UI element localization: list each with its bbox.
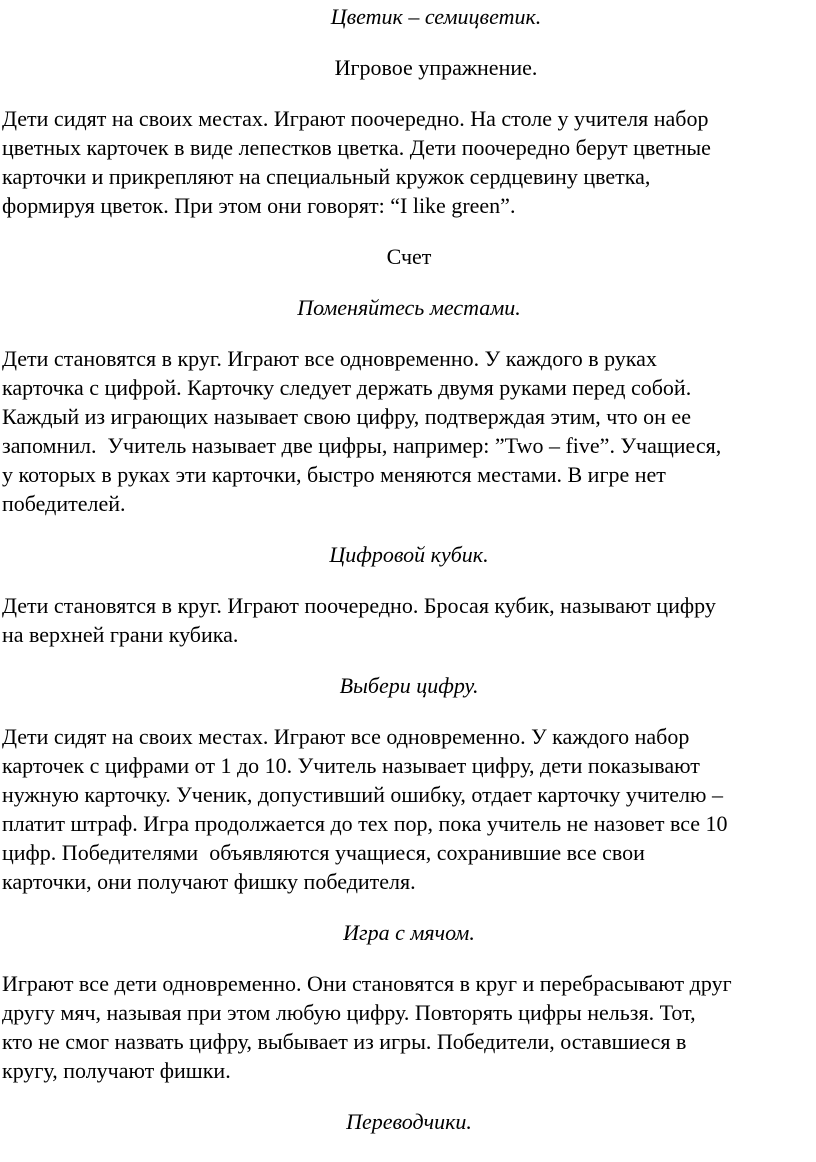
section-heading: Счет [386, 244, 432, 269]
game-title: Игра с мячом. [343, 920, 475, 945]
paragraph-line: Дети сидят на своих местах. Играют все одновременно. У каждого набор [2, 724, 690, 749]
paragraph [2, 591, 816, 649]
paragraph-line: Дети сидят на своих местах. Играют поочередно. На столе у учителя набор [2, 106, 709, 131]
game-title: Выбери цифру. [339, 673, 479, 698]
paragraph-line: цифр. Победителями объявляются учащиеся, сохранившие все свои [2, 840, 645, 865]
paragraph [2, 104, 816, 220]
paragraph-line: нужную карточку. Ученик, допустивший ошибку, отдает карточку учителю – [2, 782, 723, 807]
game-title: Поменяйтесь местами. [297, 295, 521, 320]
game-title: Переводчики. [346, 1109, 472, 1134]
paragraph-line: карточки и прикрепляют на специальный кружок сердцевину цветка, [2, 164, 651, 189]
game-title: Цветик – семицветик. [330, 4, 542, 29]
paragraph-line: Дети становятся в круг. Играют поочередно. Бросая кубик, называют цифру [2, 593, 716, 618]
paragraph [2, 969, 816, 1085]
paragraph-line: Дети становятся в круг. Играют все одновременно. У каждого в руках [2, 346, 657, 371]
paragraph-line: платит штраф. Игра продолжается до тех пор, пока учитель не назовет все 10 [2, 811, 728, 836]
paragraph-line: формируя цветок. При этом они говорят: “I like green”. [2, 193, 516, 218]
section-heading: Игровое упражнение. [334, 55, 538, 80]
paragraph-line: у которых в руках эти карточки, быстро меняются местами. В игре нет [2, 462, 666, 487]
paragraph-line: запомнил. Учитель называет две цифры, например: ”Two – five”. Учащиеся, [2, 433, 722, 458]
paragraph-line: победителей. [2, 491, 126, 516]
paragraph-line: кто не смог назвать цифру, выбывает из игры. Победители, оставшиеся в [2, 1029, 687, 1054]
game-title: Цифровой кубик. [329, 542, 489, 567]
paragraph-line: цветных карточек в виде лепестков цветка. Дети поочередно берут цветные [2, 135, 711, 160]
paragraph [2, 722, 816, 896]
paragraph-line: кругу, получают фишки. [2, 1058, 231, 1083]
paragraph-line: карточек с цифрами от 1 до 10. Учитель называет цифру, дети показывают [2, 753, 700, 778]
paragraph-line: Играют все дети одновременно. Они становятся в круг и перебрасывают друг [2, 971, 732, 996]
paragraph [2, 344, 816, 518]
paragraph-line: карточка с цифрой. Карточку следует держать двумя руками перед собой. [2, 375, 692, 400]
paragraph-line: Каждый из играющих называет свою цифру, подтверждая этим, что он ее [2, 404, 691, 429]
paragraph-line: на верхней грани кубика. [2, 622, 239, 647]
paragraph-line: карточки, они получают фишку победителя. [2, 869, 416, 894]
paragraph-line: другу мяч, называя при этом любую цифру. Повторять цифры нельзя. Тот, [2, 1000, 696, 1025]
